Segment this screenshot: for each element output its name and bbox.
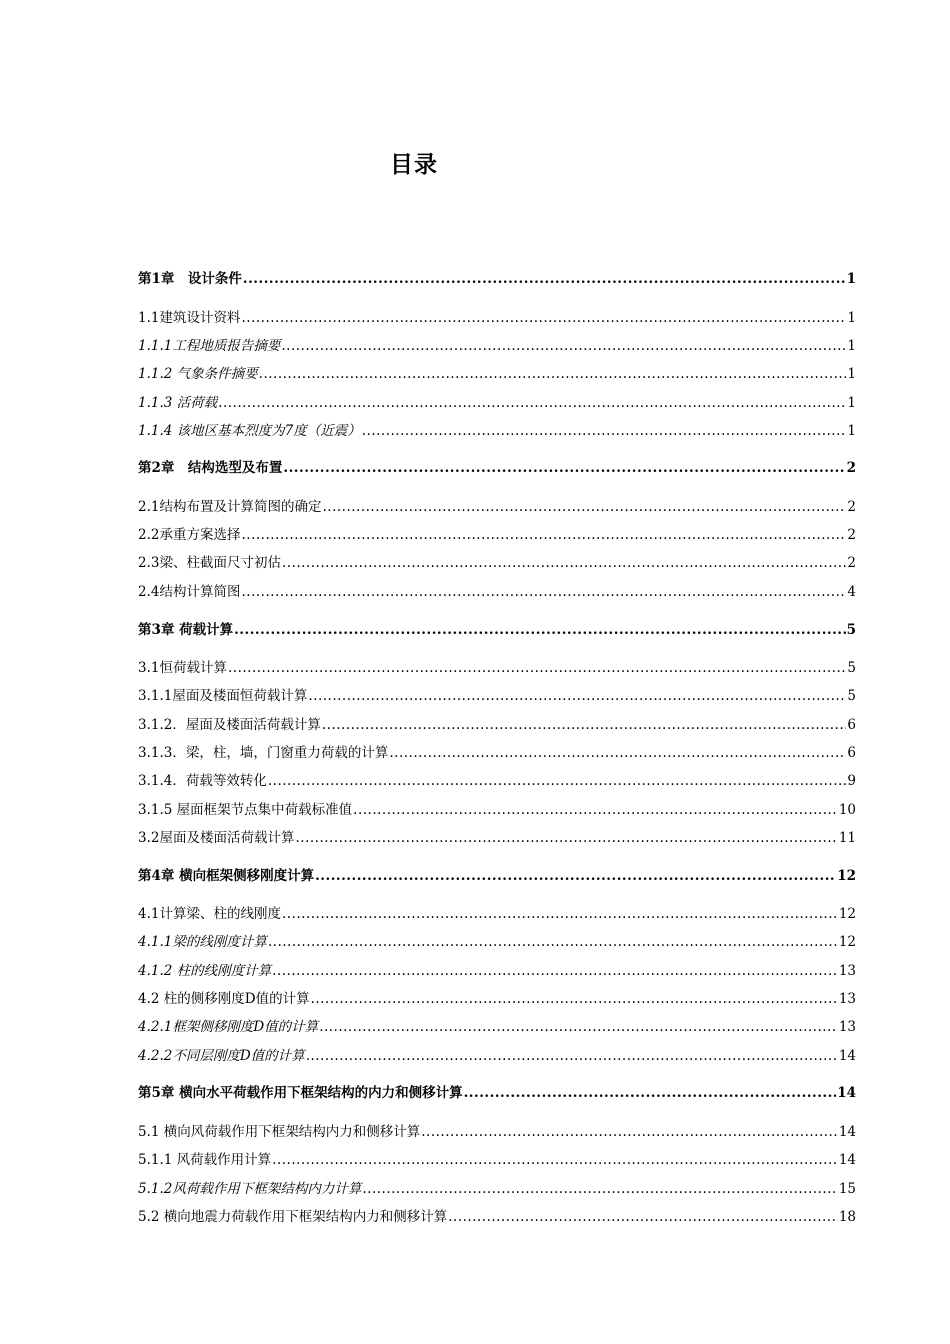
dot-leader (259, 365, 847, 383)
toc-entry[interactable] (138, 498, 856, 516)
toc-title: 目录 (390, 151, 438, 178)
dot-leader (241, 309, 846, 327)
toc-entry-label: 1.1.4 该地区基本烈度为7度（近震） (138, 423, 361, 439)
dot-leader (448, 1208, 838, 1226)
toc-page-number: 14 (837, 1085, 856, 1101)
toc-entry-label: 1.1.3 活荷载 (138, 395, 218, 411)
toc-entry-label: 2.4结构计算简图 (138, 584, 241, 600)
toc-entry[interactable] (138, 270, 856, 288)
toc-entry[interactable] (138, 309, 856, 327)
toc-page-number: 5 (847, 660, 856, 676)
toc-entry-label: 1.1.1工程地质报告摘要 (138, 338, 281, 354)
toc-entry[interactable] (138, 867, 856, 885)
dot-leader (281, 337, 846, 355)
dot-leader (322, 716, 847, 734)
toc-entry[interactable] (138, 829, 856, 847)
toc-page-number: 12 (838, 906, 856, 922)
dot-leader (362, 1180, 837, 1198)
toc-entry-label: 3.1.1屋面及楼面恒荷载计算 (138, 688, 308, 704)
toc-entry[interactable] (138, 526, 856, 544)
toc-entry-label: 4.1.1梁的线刚度计算 (138, 934, 267, 950)
toc-page-number: 10 (838, 802, 856, 818)
toc-entry[interactable] (138, 1180, 856, 1198)
dot-leader (295, 829, 837, 847)
toc-page-number: 18 (838, 1209, 856, 1225)
toc-entry[interactable] (138, 554, 856, 572)
dot-leader (272, 962, 838, 980)
dot-leader (243, 270, 846, 288)
toc-entry[interactable] (138, 1208, 856, 1226)
toc-page-number: 13 (838, 963, 856, 979)
toc-entry[interactable] (138, 990, 856, 1008)
toc-entry-label: 5.2 横向地震力荷载作用下框架结构内力和侧移计算 (138, 1209, 448, 1225)
toc-entry-label: 第4章 横向框架侧移刚度计算 (138, 868, 315, 884)
toc-entry-label: 3.1.5 屋面框架节点集中荷载标准值 (138, 802, 353, 818)
toc-page-number: 1 (846, 271, 856, 287)
dot-leader (389, 744, 846, 762)
toc-page-number: 2 (847, 499, 856, 515)
toc-entry-label: 4.1.2 柱的线刚度计算 (138, 963, 272, 979)
toc-page-number: 11 (838, 830, 856, 846)
toc-entry[interactable] (138, 394, 856, 412)
toc-entry-label: 2.1结构布置及计算简图的确定 (138, 499, 322, 515)
toc-entry[interactable] (138, 744, 856, 762)
toc-entry[interactable] (138, 337, 856, 355)
toc-page-number: 15 (838, 1181, 856, 1197)
toc-page-number: 2 (846, 460, 856, 476)
dot-leader (322, 498, 846, 516)
toc-entry[interactable] (138, 1084, 856, 1102)
dot-leader (228, 659, 846, 677)
toc-page-number: 14 (838, 1124, 856, 1140)
toc-page-number: 1 (847, 338, 856, 354)
dot-leader (315, 867, 836, 885)
toc-entry[interactable] (138, 1151, 856, 1169)
toc-page-number: 6 (847, 717, 856, 733)
toc-entry-label: 第3章 荷载计算 (138, 622, 234, 638)
toc-page-number: 14 (838, 1048, 856, 1064)
toc-page-number: 1 (847, 395, 856, 411)
toc-entry-label: 3.1.4．荷载等效转化 (138, 773, 267, 789)
dot-leader (282, 554, 846, 572)
toc-entry-label: 3.1.3．梁，柱，墙，门窗重力荷载的计算 (138, 745, 389, 761)
toc-page-number: 2 (847, 527, 856, 543)
toc-entry-label: 4.2.1框架侧移刚度D值的计算 (138, 1019, 319, 1035)
toc-page-number: 9 (847, 773, 856, 789)
dot-leader (362, 422, 847, 440)
toc-entry-label: 第2章 结构选型及布置 (138, 460, 283, 476)
dot-leader (421, 1123, 838, 1141)
toc-entry-label: 4.1计算梁、柱的线刚度 (138, 906, 281, 922)
dot-leader (283, 459, 845, 477)
dot-leader (319, 1018, 838, 1036)
toc-page-number: 1 (847, 423, 856, 439)
dot-leader (464, 1084, 837, 1102)
dot-leader (241, 526, 846, 544)
toc-page-number: 13 (838, 1019, 856, 1035)
toc-entry-label: 1.1.2 气象条件摘要 (138, 366, 258, 382)
toc-entry[interactable] (138, 687, 856, 705)
toc-entry[interactable] (138, 1047, 856, 1065)
toc-entry[interactable] (138, 716, 856, 734)
toc-entry-label: 3.1.2．屋面及楼面活荷载计算 (138, 717, 321, 733)
dot-leader (282, 905, 838, 923)
toc-entry[interactable] (138, 962, 856, 980)
toc-page-number: 12 (837, 868, 856, 884)
toc-entry[interactable] (138, 1018, 856, 1036)
toc-entry[interactable] (138, 801, 856, 819)
toc-entry[interactable] (138, 659, 856, 677)
dot-leader (306, 1047, 838, 1065)
toc-page-number: 2 (847, 555, 856, 571)
dot-leader (241, 583, 846, 601)
toc-entry-label: 2.3梁、柱截面尺寸初估 (138, 555, 281, 571)
toc-entry[interactable] (138, 422, 856, 440)
toc-entry[interactable] (138, 459, 856, 477)
toc-entry-label: 第5章 横向水平荷载作用下框架结构的内力和侧移计算 (138, 1085, 463, 1101)
toc-entry[interactable] (138, 1123, 856, 1141)
dot-leader (218, 394, 846, 412)
dot-leader (308, 687, 846, 705)
toc-entry[interactable] (138, 365, 856, 383)
toc-entry-label: 2.2承重方案选择 (138, 527, 241, 543)
toc-entry[interactable] (138, 905, 856, 923)
toc-entry-label: 第1章 设计条件 (138, 271, 242, 287)
toc-entry-label: 1.1建筑设计资料 (138, 310, 241, 326)
toc-page-number: 14 (838, 1152, 856, 1168)
toc-page-number: 1 (847, 366, 856, 382)
toc-entry-label: 5.1 横向风荷载作用下框架结构内力和侧移计算 (138, 1124, 421, 1140)
toc-entry[interactable] (138, 772, 856, 790)
dot-leader (311, 990, 838, 1008)
toc-entry[interactable] (138, 583, 856, 601)
toc-page-number: 13 (838, 991, 856, 1007)
dot-leader (268, 933, 838, 951)
toc-page-number: 6 (847, 745, 856, 761)
toc-entry-label: 5.1.1 风荷载作用计算 (138, 1152, 272, 1168)
toc-page-number: 5 (847, 688, 856, 704)
toc-entry[interactable] (138, 933, 856, 951)
toc-page-number: 5 (846, 622, 856, 638)
dot-leader (234, 621, 846, 639)
dot-leader (268, 772, 847, 790)
dot-leader (272, 1151, 838, 1169)
toc-page-number: 12 (838, 934, 856, 950)
toc-page-number: 4 (847, 584, 856, 600)
toc-entry-label: 4.2 柱的侧移刚度D值的计算 (138, 991, 310, 1007)
toc-entry-label: 3.2屋面及楼面活荷载计算 (138, 830, 295, 846)
toc-entry-label: 4.2.2不同层刚度D值的计算 (138, 1048, 305, 1064)
toc-page-number: 1 (847, 310, 856, 326)
toc-entry-label: 5.1.2风荷载作用下框架结构内力计算 (138, 1181, 362, 1197)
toc-entry[interactable] (138, 621, 856, 639)
toc-entry-label: 3.1恒荷载计算 (138, 660, 227, 676)
dot-leader (353, 801, 838, 819)
